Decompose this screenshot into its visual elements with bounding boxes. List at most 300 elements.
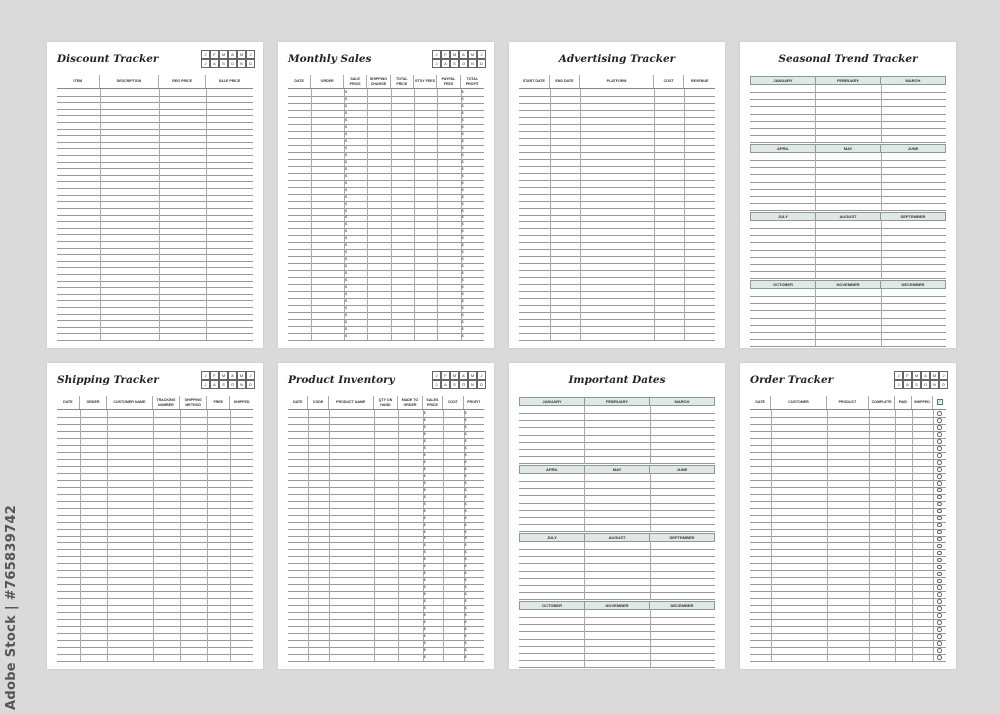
- row-line: [519, 556, 715, 557]
- row-line: [288, 110, 484, 111]
- tracker-table: [288, 75, 484, 340]
- table-header: [519, 75, 715, 89]
- dollar-sign: $: [464, 424, 467, 429]
- month-label: DECEMBER: [670, 603, 694, 608]
- month-box[interactable]: O: [921, 380, 931, 390]
- row-line: [288, 103, 484, 104]
- month-box[interactable]: S: [450, 59, 460, 69]
- row-line: [750, 182, 946, 183]
- row-line: [288, 417, 484, 418]
- row-line: [288, 291, 484, 292]
- dollar-sign: $: [464, 641, 467, 646]
- month-box[interactable]: F: [441, 371, 451, 381]
- month-label: JULY: [520, 534, 585, 541]
- dollar-sign: $: [423, 599, 426, 604]
- page-title: Order Tracker: [750, 374, 834, 386]
- column-header: ORDER: [311, 75, 344, 88]
- row-line: [57, 287, 253, 288]
- row-line: [288, 647, 484, 648]
- checkbox-circle[interactable]: [937, 530, 942, 535]
- checkbox-circle[interactable]: [937, 558, 942, 563]
- dollar-sign: $: [461, 194, 464, 199]
- month-box[interactable]: A: [210, 380, 220, 390]
- row-line: [750, 210, 946, 211]
- row-line: [750, 346, 946, 347]
- month-box[interactable]: S: [219, 380, 229, 390]
- row-line: [519, 298, 715, 299]
- row-line: [288, 619, 484, 620]
- dollar-sign: $: [464, 578, 467, 583]
- column-line: [650, 474, 651, 531]
- checkbox-circle[interactable]: [937, 495, 942, 500]
- row-line: [519, 159, 715, 160]
- month-box[interactable]: O: [459, 380, 469, 390]
- row-line: [57, 466, 253, 467]
- dollar-sign: $: [423, 445, 426, 450]
- row-line: [288, 494, 484, 495]
- row-line: [288, 654, 484, 655]
- row-line: [57, 542, 253, 543]
- row-line: [519, 173, 715, 174]
- checkbox-circle[interactable]: [937, 488, 942, 493]
- checkbox-circle[interactable]: [937, 544, 942, 549]
- checkbox-circle[interactable]: [937, 579, 942, 584]
- column-header: DESCRIPTION: [100, 75, 160, 88]
- row-line: [519, 585, 715, 586]
- checkbox-circle[interactable]: [937, 439, 942, 444]
- row-line: [750, 332, 946, 333]
- month-box[interactable]: J: [939, 371, 949, 381]
- page-shipping: [47, 363, 263, 669]
- dollar-sign: $: [464, 648, 467, 653]
- month-box[interactable]: S: [219, 59, 229, 69]
- dollar-sign: $: [461, 264, 464, 269]
- table-body: [288, 89, 484, 340]
- dollar-sign: $: [344, 131, 347, 136]
- row-line: [288, 473, 484, 474]
- dollar-sign: $: [344, 271, 347, 276]
- row-line: [288, 152, 484, 153]
- dollar-sign: $: [461, 327, 464, 332]
- row-line: [288, 215, 484, 216]
- month-box[interactable]: J: [201, 380, 211, 390]
- row-line: [57, 612, 253, 613]
- row-line: [519, 413, 715, 414]
- month-box[interactable]: A: [210, 59, 220, 69]
- month-box[interactable]: A: [228, 50, 238, 60]
- dollar-sign: $: [461, 117, 464, 122]
- month-box[interactable]: M: [468, 371, 478, 381]
- column-header: PROFIT: [467, 400, 481, 405]
- row-line: [519, 326, 715, 327]
- month-box[interactable]: F: [441, 50, 451, 60]
- checkbox-circle[interactable]: [937, 599, 942, 604]
- row-line: [288, 529, 484, 530]
- dollar-sign: $: [464, 508, 467, 513]
- row-line: [57, 459, 253, 460]
- row-line: [750, 626, 946, 627]
- month-box[interactable]: F: [210, 50, 220, 60]
- table-header: [57, 396, 253, 410]
- column-header: TRACKING NUMBER: [153, 396, 180, 409]
- month-box[interactable]: N: [237, 59, 247, 69]
- column-header: DATE: [288, 75, 311, 88]
- dollar-sign: $: [344, 320, 347, 325]
- checkbox-circle[interactable]: [937, 592, 942, 597]
- quarter-block: [750, 212, 946, 278]
- row-line: [519, 103, 715, 104]
- row-line: [750, 570, 946, 571]
- row-line: [288, 319, 484, 320]
- column-line: [815, 153, 816, 210]
- checkbox-circle[interactable]: [937, 655, 942, 660]
- checkbox-circle[interactable]: [937, 432, 942, 437]
- month-box[interactable]: M: [912, 371, 922, 381]
- checkbox-circle[interactable]: [937, 509, 942, 514]
- checkbox-circle[interactable]: [937, 481, 942, 486]
- month-box[interactable]: J: [201, 59, 211, 69]
- checkmark-icon: ✓: [937, 399, 942, 405]
- dollar-sign: $: [344, 222, 347, 227]
- checkbox-circle[interactable]: [937, 460, 942, 465]
- dollar-sign: $: [461, 187, 464, 192]
- row-line: [519, 194, 715, 195]
- column-line: [230, 410, 231, 661]
- quarter-header: [750, 144, 946, 153]
- dollar-sign: $: [344, 313, 347, 318]
- month-label: APRIL: [751, 145, 816, 152]
- row-line: [519, 463, 715, 464]
- dollar-sign: $: [344, 243, 347, 248]
- row-line: [288, 487, 484, 488]
- row-line: [288, 284, 484, 285]
- dollar-sign: $: [344, 173, 347, 178]
- dollar-sign: $: [461, 222, 464, 227]
- row-line: [288, 438, 484, 439]
- row-line: [57, 598, 253, 599]
- dollar-sign: $: [344, 278, 347, 283]
- checkbox-circle[interactable]: [937, 613, 942, 618]
- column-line: [329, 410, 330, 661]
- row-line: [750, 278, 946, 279]
- month-box[interactable]: M: [237, 371, 247, 381]
- month-box[interactable]: M: [450, 371, 460, 381]
- month-box[interactable]: F: [903, 371, 913, 381]
- tracker-table: [288, 396, 484, 661]
- dollar-sign: $: [344, 250, 347, 255]
- month-box[interactable]: J: [477, 371, 487, 381]
- month-box[interactable]: A: [441, 380, 451, 390]
- row-line: [288, 612, 484, 613]
- checkbox-circle[interactable]: [937, 572, 942, 577]
- row-line: [288, 326, 484, 327]
- checkbox-circle[interactable]: [937, 634, 942, 639]
- month-box[interactable]: J: [201, 371, 211, 381]
- row-line: [57, 605, 253, 606]
- row-line: [57, 577, 253, 578]
- checkbox-circle[interactable]: [937, 516, 942, 521]
- dollar-sign: $: [423, 641, 426, 646]
- checkbox-circle[interactable]: [937, 425, 942, 430]
- month-box[interactable]: D: [246, 59, 256, 69]
- row-line: [288, 173, 484, 174]
- month-box[interactable]: M: [468, 50, 478, 60]
- tracker-table: [519, 75, 715, 340]
- checkbox-circle[interactable]: [937, 648, 942, 653]
- month-box[interactable]: J: [246, 371, 256, 381]
- month-box[interactable]: S: [912, 380, 922, 390]
- row-line: [750, 542, 946, 543]
- month-box[interactable]: M: [450, 50, 460, 60]
- month-box[interactable]: A: [441, 59, 451, 69]
- checkbox-circle[interactable]: [937, 474, 942, 479]
- checkbox-circle[interactable]: [937, 627, 942, 632]
- dollar-sign: $: [461, 89, 464, 94]
- checkbox-circle[interactable]: [937, 585, 942, 590]
- month-box[interactable]: D: [246, 380, 256, 390]
- dollar-sign: $: [461, 124, 464, 129]
- column-header: REVENUE: [691, 79, 709, 84]
- row-line: [288, 577, 484, 578]
- column-line: [391, 89, 392, 340]
- checkbox-circle[interactable]: [937, 620, 942, 625]
- row-line: [519, 249, 715, 250]
- month-box[interactable]: A: [921, 371, 931, 381]
- column-header: COST: [443, 396, 463, 409]
- row-line: [288, 431, 484, 432]
- row-line: [57, 508, 253, 509]
- month-box[interactable]: N: [468, 59, 478, 69]
- month-label: FEBRUARY: [816, 77, 881, 84]
- row-line: [57, 215, 253, 216]
- quarter-lines: [519, 542, 715, 599]
- checkbox-circle[interactable]: [937, 453, 942, 458]
- dollar-sign: $: [423, 578, 426, 583]
- month-label: MAY: [816, 145, 881, 152]
- row-line: [288, 124, 484, 125]
- dollar-sign: $: [461, 271, 464, 276]
- row-line: [57, 480, 253, 481]
- row-line: [57, 584, 253, 585]
- row-line: [750, 189, 946, 190]
- month-box[interactable]: O: [459, 59, 469, 69]
- dollar-sign: $: [423, 431, 426, 436]
- month-box[interactable]: J: [894, 380, 904, 390]
- column-line: [650, 542, 651, 599]
- row-line: [750, 99, 946, 100]
- column-header: PRODUCT NAME: [329, 396, 374, 409]
- row-line: [750, 135, 946, 136]
- dollar-sign: $: [344, 103, 347, 108]
- dollar-sign: $: [464, 571, 467, 576]
- month-box[interactable]: S: [450, 380, 460, 390]
- dollar-sign: $: [344, 96, 347, 101]
- row-line: [750, 556, 946, 557]
- month-selector: [432, 371, 486, 389]
- column-header: PAYPAL FEES: [437, 75, 460, 88]
- dollar-sign: $: [423, 634, 426, 639]
- month-box[interactable]: A: [903, 380, 913, 390]
- column-line: [815, 289, 816, 346]
- row-line: [57, 570, 253, 571]
- dollar-sign: $: [423, 620, 426, 625]
- row-line: [750, 106, 946, 107]
- tracker-table: [57, 396, 253, 661]
- dollar-sign: $: [461, 166, 464, 171]
- dollar-sign: $: [461, 243, 464, 248]
- row-line: [519, 152, 715, 153]
- month-label: MARCH: [674, 399, 690, 404]
- month-box[interactable]: M: [237, 50, 247, 60]
- table-header: [288, 396, 484, 410]
- row-line: [57, 340, 253, 341]
- row-line: [57, 327, 253, 328]
- month-box[interactable]: M: [930, 371, 940, 381]
- checkbox-circle[interactable]: [937, 565, 942, 570]
- month-box[interactable]: J: [201, 50, 211, 60]
- dollar-sign: $: [344, 208, 347, 213]
- quarter-header: [519, 465, 715, 474]
- month-box[interactable]: J: [432, 380, 442, 390]
- dollar-sign: $: [344, 215, 347, 220]
- dollar-sign: $: [344, 285, 347, 290]
- dollar-sign: $: [464, 599, 467, 604]
- row-line: [57, 122, 253, 123]
- month-box[interactable]: A: [459, 50, 469, 60]
- month-label: OCTOBER: [751, 281, 816, 288]
- row-line: [750, 619, 946, 620]
- dollar-sign: $: [344, 152, 347, 157]
- month-box[interactable]: J: [477, 50, 487, 60]
- dollar-sign: $: [461, 236, 464, 241]
- row-line: [57, 536, 253, 537]
- month-label: NOVEMBER: [585, 602, 650, 609]
- row-line: [288, 235, 484, 236]
- dollar-sign: $: [423, 550, 426, 555]
- month-label: APRIL: [520, 466, 585, 473]
- column-line: [912, 410, 913, 661]
- checkbox-circle[interactable]: [937, 411, 942, 416]
- checkbox-circle[interactable]: [937, 446, 942, 451]
- row-line: [288, 263, 484, 264]
- checkbox-circle[interactable]: [937, 502, 942, 507]
- row-line: [288, 542, 484, 543]
- month-box[interactable]: A: [459, 371, 469, 381]
- row-line: [519, 427, 715, 428]
- row-line: [288, 626, 484, 627]
- month-box[interactable]: D: [939, 380, 949, 390]
- month-box[interactable]: J: [432, 59, 442, 69]
- dollar-sign: $: [344, 201, 347, 206]
- month-box[interactable]: M: [219, 50, 229, 60]
- quarter-lines: [750, 153, 946, 210]
- row-line: [519, 563, 715, 564]
- row-line: [750, 431, 946, 432]
- row-line: [750, 242, 946, 243]
- month-box[interactable]: O: [228, 59, 238, 69]
- month-box[interactable]: J: [432, 371, 442, 381]
- row-line: [288, 208, 484, 209]
- column-line: [100, 89, 101, 340]
- dollar-sign: $: [461, 334, 464, 338]
- dollar-sign: $: [464, 585, 467, 590]
- checkbox-circle[interactable]: [937, 537, 942, 542]
- row-line: [57, 102, 253, 103]
- checkbox-circle[interactable]: [937, 606, 942, 611]
- dollar-sign: $: [461, 306, 464, 311]
- row-line: [288, 459, 484, 460]
- dollar-sign: $: [423, 494, 426, 499]
- dollar-sign: $: [423, 613, 426, 618]
- quarter-lines: [519, 474, 715, 531]
- checkbox-circle[interactable]: [937, 551, 942, 556]
- quarter-block: [519, 397, 715, 463]
- row-line: [519, 284, 715, 285]
- dollar-sign: $: [461, 292, 464, 297]
- checkbox-circle[interactable]: [937, 418, 942, 423]
- row-line: [288, 298, 484, 299]
- month-box[interactable]: N: [930, 380, 940, 390]
- row-line: [57, 135, 253, 136]
- row-line: [57, 129, 253, 130]
- month-box[interactable]: M: [219, 371, 229, 381]
- page-title: Important Dates: [568, 374, 666, 386]
- checkbox-circle[interactable]: [937, 523, 942, 528]
- row-line: [519, 488, 715, 489]
- month-box[interactable]: J: [432, 50, 442, 60]
- dollar-sign: $: [423, 459, 426, 464]
- month-box[interactable]: D: [477, 380, 487, 390]
- row-line: [519, 124, 715, 125]
- row-line: [750, 250, 946, 251]
- dollar-sign: $: [461, 201, 464, 206]
- dollar-sign: $: [464, 466, 467, 471]
- dollar-sign: $: [423, 424, 426, 429]
- month-box[interactable]: N: [468, 380, 478, 390]
- month-box[interactable]: A: [228, 371, 238, 381]
- row-line: [57, 307, 253, 308]
- column-line: [584, 474, 585, 531]
- checkbox-circle[interactable]: [937, 467, 942, 472]
- column-header: START DATE: [519, 75, 550, 88]
- month-label: MARCH: [905, 78, 921, 83]
- column-line: [771, 410, 772, 661]
- row-line: [750, 128, 946, 129]
- dollar-sign: $: [464, 410, 467, 415]
- row-line: [519, 617, 715, 618]
- dollar-sign: $: [464, 501, 467, 506]
- month-box[interactable]: D: [477, 59, 487, 69]
- month-box[interactable]: N: [237, 380, 247, 390]
- column-header: SHIPPING CHARGE: [367, 75, 390, 88]
- month-box[interactable]: J: [246, 50, 256, 60]
- column-header: COMPLETE: [869, 396, 895, 409]
- month-box[interactable]: F: [210, 371, 220, 381]
- page-title: Seasonal Trend Tracker: [778, 53, 918, 65]
- row-line: [519, 242, 715, 243]
- dollar-sign: $: [461, 145, 464, 150]
- row-line: [519, 631, 715, 632]
- row-line: [57, 494, 253, 495]
- column-line: [580, 89, 581, 340]
- dollar-sign: $: [423, 606, 426, 611]
- checkbox-circle[interactable]: [937, 641, 942, 646]
- month-box[interactable]: J: [894, 371, 904, 381]
- row-line: [519, 131, 715, 132]
- row-line: [750, 438, 946, 439]
- month-box[interactable]: O: [228, 380, 238, 390]
- table-body: [288, 410, 484, 661]
